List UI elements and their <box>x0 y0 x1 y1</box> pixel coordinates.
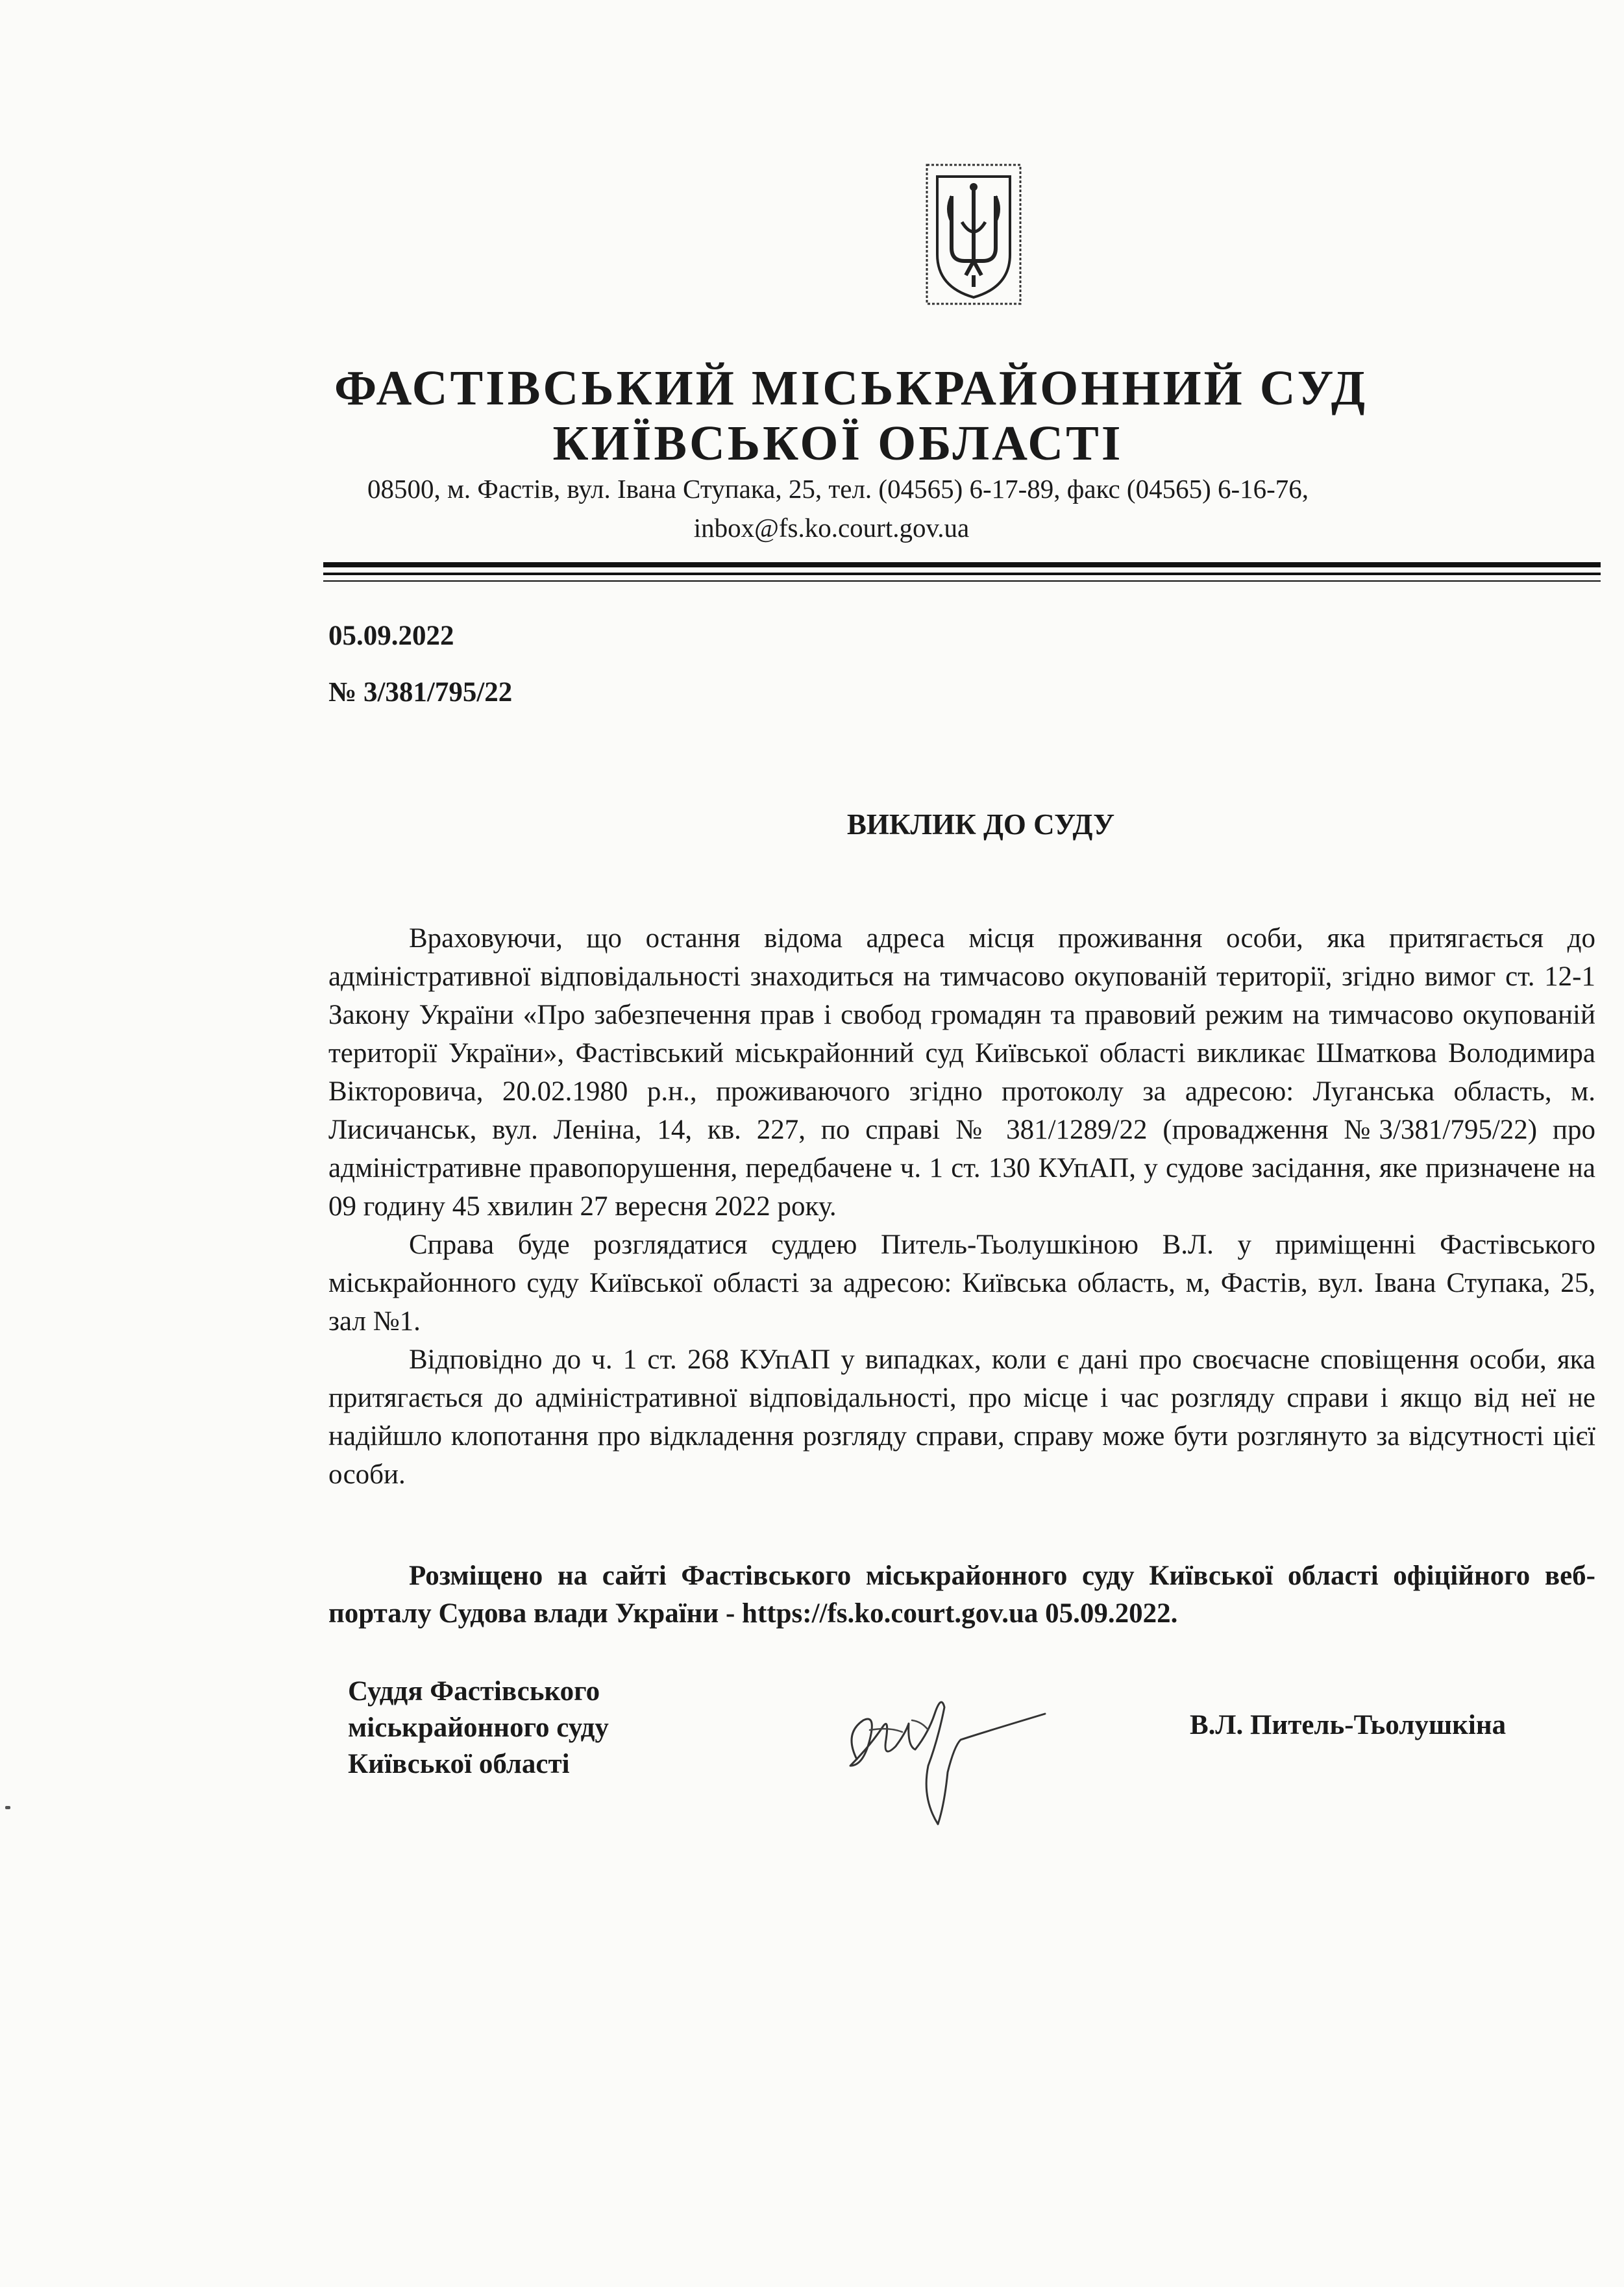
judge-name: В.Л. Питель-Тьолушкіна <box>1190 1710 1507 1740</box>
document-body <box>328 919 1595 1494</box>
document-date: 05.09.2022 <box>328 621 454 651</box>
header-divider-thin <box>323 580 1601 582</box>
body-paragraph: Враховуючи, що остання відома адреса місця проживання особи, яка притягається до адміністративної відповідальності знаходиться на тимчасово окупованій території, згідно вимог ст. 12-1 Закону України «Про забезпечення прав і свобод громадян та правовий режим на тимчасово окупованій території України», Фастівський міськрайонний суд Київської області викликає Шматкова Володимира Вікторовича, 20.02.1980 р.н., проживаючого згідно протоколу за адресою: Луганська область, м. Лисичанськ, вул. Леніна, 14, кв. 227, по справі № 381/1289/22 (провадження №3/381/795/22) про адміністративне правопорушення, передбачене ч. 1 ст. 130 КУпАП, у судове засідання, яке призначене на 09 годину 45 хвилин 27 вересня 2022 року. <box>328 923 1595 1222</box>
court-address: 08500, м. Фастів, вул. Івана Ступака, 25, тел. (04565) 6-17-89, факс (04565) 6-16-76, <box>367 474 1309 504</box>
scan-mark <box>5 1806 10 1809</box>
judge-position-line: Київської області <box>348 1749 570 1779</box>
document-number: № 3/381/795/22 <box>328 677 513 708</box>
header-divider-medium <box>323 573 1601 575</box>
header-divider-thick <box>323 562 1601 567</box>
body-paragraph: Відповідно до ч. 1 ст. 268 КУпАП у випадках, коли є дані про своєчасне сповіщення особи, яка притягається до адміністративної відповідальності, про місце і час розгляду справи і якщо від неї не надійшло клопотання про відкладення розгляду справи, справу може бути розглянуто за відсутності цієї особи. <box>328 1344 1595 1490</box>
handwritten-signature-icon <box>831 1668 1064 1831</box>
court-name-line-1: ФАСТІВСЬКИЙ МІСЬКРАЙОННИЙ СУД <box>334 361 1368 415</box>
ukraine-coat-of-arms-icon <box>926 164 1022 305</box>
document-heading: ВИКЛИК ДО СУДУ <box>846 808 1115 841</box>
judge-position-line: міськрайонного суду <box>348 1712 609 1743</box>
judge-position-line: Суддя Фастівського <box>348 1676 600 1707</box>
court-email: inbox@fs.ko.court.gov.ua <box>693 513 970 543</box>
body-paragraph: Справа буде розглядатися суддею Питель-Тьолушкіною В.Л. у приміщенні Фастівського міськрайонного суду Київської області за адресою: Київська область, м, Фастів, вул. Івана Ступака, 25, зал №1. <box>328 1230 1595 1337</box>
court-name-line-2: КИЇВСЬКОЇ ОБЛАСТІ <box>552 416 1124 471</box>
placement-note: Розміщено на сайті Фастівського міськрайонного суду Київської області офіційного веб-порталу Судова влади України - https://fs.ko.court.gov.ua 05.09.2022. <box>328 1561 1595 1629</box>
judge-position <box>348 1674 609 1783</box>
